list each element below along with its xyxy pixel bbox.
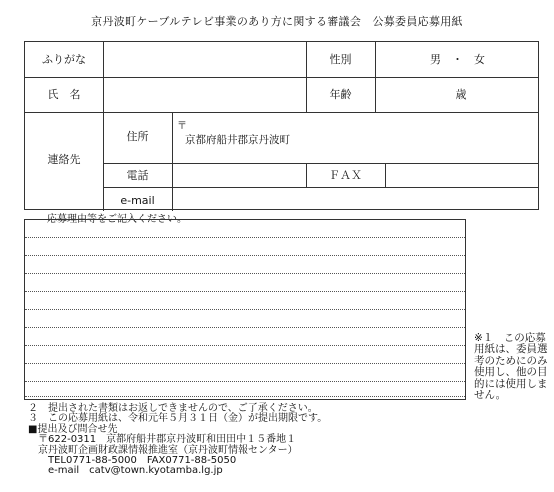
writing-line [25, 381, 465, 382]
column-divider [375, 42, 376, 112]
row-divider [103, 163, 538, 164]
reason-textarea[interactable] [24, 219, 466, 400]
name-field[interactable] [107, 81, 302, 109]
phone-field[interactable] [176, 166, 302, 184]
application-form [24, 41, 539, 210]
contact-tel-fax: TEL0771-88-5000 FAX0771-88-5050 [28, 455, 237, 467]
writing-line [25, 309, 465, 310]
fax-label: ＦＡＸ [329, 169, 362, 182]
contact-email: e-mail catv@town.kyotamba.lg.jp [28, 465, 223, 477]
writing-line [25, 237, 465, 238]
gender-options[interactable]: 男 ・ 女 [430, 53, 485, 66]
email-label: e-mail [120, 194, 155, 207]
gender-label: 性別 [329, 53, 352, 66]
fax-field[interactable] [389, 166, 536, 184]
writing-line [25, 255, 465, 256]
name-label: 氏 名 [47, 88, 81, 101]
row-divider [25, 112, 538, 113]
contact-postal: 〒622-0311 京都府船井郡京丹波町和田田中１５番地１ [28, 434, 297, 446]
column-divider [172, 112, 173, 211]
writing-line [25, 291, 465, 292]
age-label: 年齢 [329, 88, 352, 101]
address-value[interactable]: 京都府船井郡京丹波町 [185, 134, 290, 146]
postal-mark: 〒 [177, 121, 187, 132]
contact-heading: ■提出及び問合せ先 [28, 423, 118, 435]
writing-line [25, 396, 465, 397]
column-divider [385, 163, 386, 187]
page-title: 京丹波町ケーブルテレビ事業のあり方に関する審議会 公募委員応募用紙 [91, 15, 463, 28]
row-divider [25, 77, 538, 78]
writing-line [25, 273, 465, 274]
furigana-label: ふりがな [42, 53, 86, 66]
contact-dept: 京丹波町企画財政課情報推進室（京丹波町情報センター） [28, 444, 298, 456]
side-note: ※１ この応募用紙は、委員選考のためにのみ使用し、他の目的には使用しません。 [474, 332, 548, 402]
email-field[interactable] [176, 190, 536, 208]
column-divider [306, 42, 307, 112]
age-suffix: 歳 [455, 88, 467, 101]
writing-line [25, 327, 465, 328]
furigana-field[interactable] [107, 46, 302, 74]
writing-line [25, 363, 465, 364]
row-divider [103, 187, 538, 188]
column-divider [103, 42, 104, 211]
contact-label: 連絡先 [47, 153, 81, 166]
notes-section [28, 404, 327, 477]
reason-label: 応募理由等をご記入ください。 [47, 214, 187, 225]
phone-label: 電話 [126, 169, 149, 182]
address-label: 住所 [126, 130, 149, 143]
writing-line [25, 345, 465, 346]
note-3: ３ この応募用紙は、令和元年５月３１日（金）が提出期限です。 [28, 413, 328, 425]
note-2: ２ 提出された書類はお返しできませんので、ご了承ください。 [28, 403, 318, 414]
